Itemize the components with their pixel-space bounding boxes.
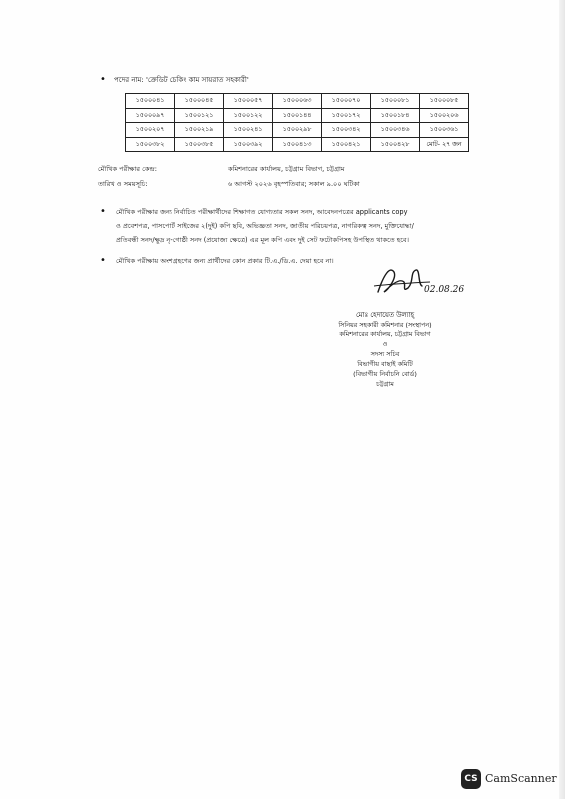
signatory-line: চট্টগ্রাম bbox=[376, 380, 394, 389]
scan-edge-shadow bbox=[559, 0, 565, 799]
roll-number-cell: ১৫০০১২১ bbox=[175, 108, 224, 123]
roll-table-row bbox=[126, 108, 469, 123]
post-title: পদের নাম: 'ক্রেডিট চেকিং কাম সায়রাত সহকারী' bbox=[114, 76, 249, 84]
signatory-line: সদস্য সচিব bbox=[370, 350, 400, 359]
signatory-line: বিভাগীয় বাছাই কমিটি bbox=[357, 360, 413, 369]
roll-table-row bbox=[126, 94, 469, 109]
roll-number-cell: ১৫০০০৪১ bbox=[126, 94, 175, 109]
instruction-bullet: • bbox=[100, 206, 106, 217]
roll-number-cell: ১৫০০০৭০ bbox=[322, 94, 371, 109]
exam-center-value: কমিশনারের কার্যালয়, চট্টগ্রাম বিভাগ, চট্টগ্রাম bbox=[228, 165, 345, 173]
roll-number-cell: ১৫০০২৪১ bbox=[224, 123, 273, 138]
post-bullet: • bbox=[100, 74, 106, 85]
roll-number-cell: মোট- ২৭ জন bbox=[420, 137, 469, 152]
roll-number-cell: ১৫০০৩৮২ bbox=[126, 137, 175, 152]
roll-number-cell: ১৫০০৩৪৬ bbox=[371, 123, 420, 138]
exam-date-value: ৬ আগস্ট ২০২৬ বৃহস্পতিবার; সকাল ৯.০০ ঘটিকা bbox=[228, 180, 360, 188]
roll-number-cell: ১৫০০২৯৮ bbox=[273, 123, 322, 138]
signatory-block bbox=[300, 310, 470, 390]
signatory-line: ও bbox=[382, 340, 388, 349]
roll-number-cell: ১৫০০৩৪২ bbox=[322, 123, 371, 138]
signature-date: 02.08.26 bbox=[424, 285, 465, 295]
roll-number-cell: ১৫০০০৪৫ bbox=[175, 94, 224, 109]
camscanner-text: CamScanner bbox=[485, 772, 557, 785]
signatory-line: সিনিয়র সহকারী কমিশনার (সংস্থাপন) bbox=[338, 320, 432, 329]
roll-number-cell: ১৫০০১৪৪ bbox=[273, 108, 322, 123]
roll-table-row bbox=[126, 123, 469, 138]
handwritten-signature bbox=[370, 262, 485, 302]
signatory-name: মোঃ হেদায়েত উল্যাহ্ bbox=[355, 311, 415, 319]
roll-number-cell: ১৫০০৩৯২ bbox=[224, 137, 273, 152]
roll-number-cell: ১৫০০০৫৭ bbox=[224, 94, 273, 109]
instruction-bullet: • bbox=[100, 255, 106, 266]
roll-number-cell: ১৫০০০৬৩ bbox=[273, 94, 322, 109]
roll-number-cell: ১৫০০৪২৮ bbox=[371, 137, 420, 152]
roll-number-table bbox=[125, 93, 469, 152]
instruction-line: ও প্রবেশপত্র, পাসপোর্ট সাইজের ২(দুই) কপি ছবি, অভিজ্ঞতা সনদ, জাতীয় পরিচয়পত্র, নাগরিকত্ব সনদ, মুক্তিযোদ্ধা/ bbox=[116, 222, 414, 230]
roll-number-cell: ১৫০০৪২১ bbox=[322, 137, 371, 152]
roll-number-cell: ১৫০০২০৬ bbox=[420, 108, 469, 123]
roll-number-cell: ১৫০০৪১৩ bbox=[273, 137, 322, 152]
signatory-line: কমিশনারের কার্যালয়, চট্টগ্রাম বিভাগ bbox=[339, 330, 431, 339]
roll-number-cell: ১৫০০১৭২ bbox=[322, 108, 371, 123]
signatory-line: (বিভাগীয় নির্বাচনি বোর্ড) bbox=[353, 370, 417, 379]
roll-number-cell: ১৫০০০৯৭ bbox=[126, 108, 175, 123]
roll-table-row bbox=[126, 137, 469, 152]
roll-number-cell: ১৫০০০৮১ bbox=[371, 94, 420, 109]
exam-center-label: মৌখিক পরীক্ষার কেন্দ্র: bbox=[98, 165, 157, 173]
roll-number-cell: ১৫০০৩৮৫ bbox=[175, 137, 224, 152]
exam-date-label: তারিখ ও সময়সূচি: bbox=[98, 180, 148, 188]
instruction-line: মৌখিক পরীক্ষার জন্য নির্বাচিত পরীক্ষার্থীদের শিক্ষাগত যোগ্যতার সকল সনদ, আবেদনপত্রের applicants copy bbox=[116, 208, 408, 216]
roll-number-cell: ১৫০০২১৯ bbox=[175, 123, 224, 138]
camscanner-logo: CS bbox=[461, 769, 481, 789]
roll-number-cell: ১৫০০২০৭ bbox=[126, 123, 175, 138]
roll-number-cell: ১৫০০১৮৪ bbox=[371, 108, 420, 123]
roll-number-cell: ১৫০০০৮৫ bbox=[420, 94, 469, 109]
roll-number-cell: ১৫০০৩৬১ bbox=[420, 123, 469, 138]
instruction-line: মৌখিক পরীক্ষায় অংশগ্রহণের জন্য প্রার্থীদের কোন প্রকার টি.এ./ডি.এ. দেয়া হবে না। bbox=[116, 257, 334, 265]
roll-number-cell: ১৫০০১২২ bbox=[224, 108, 273, 123]
instruction-line: প্রতিবন্ধী সনদ/ক্ষুদ্র নৃ-গোষ্ঠী সনদ (প্রযোজ্য ক্ষেত্রে) এর মূল কপি এবং দুই সেট ফটোকপিসহ উপস্থিত থাকতে হবে। bbox=[116, 236, 409, 244]
